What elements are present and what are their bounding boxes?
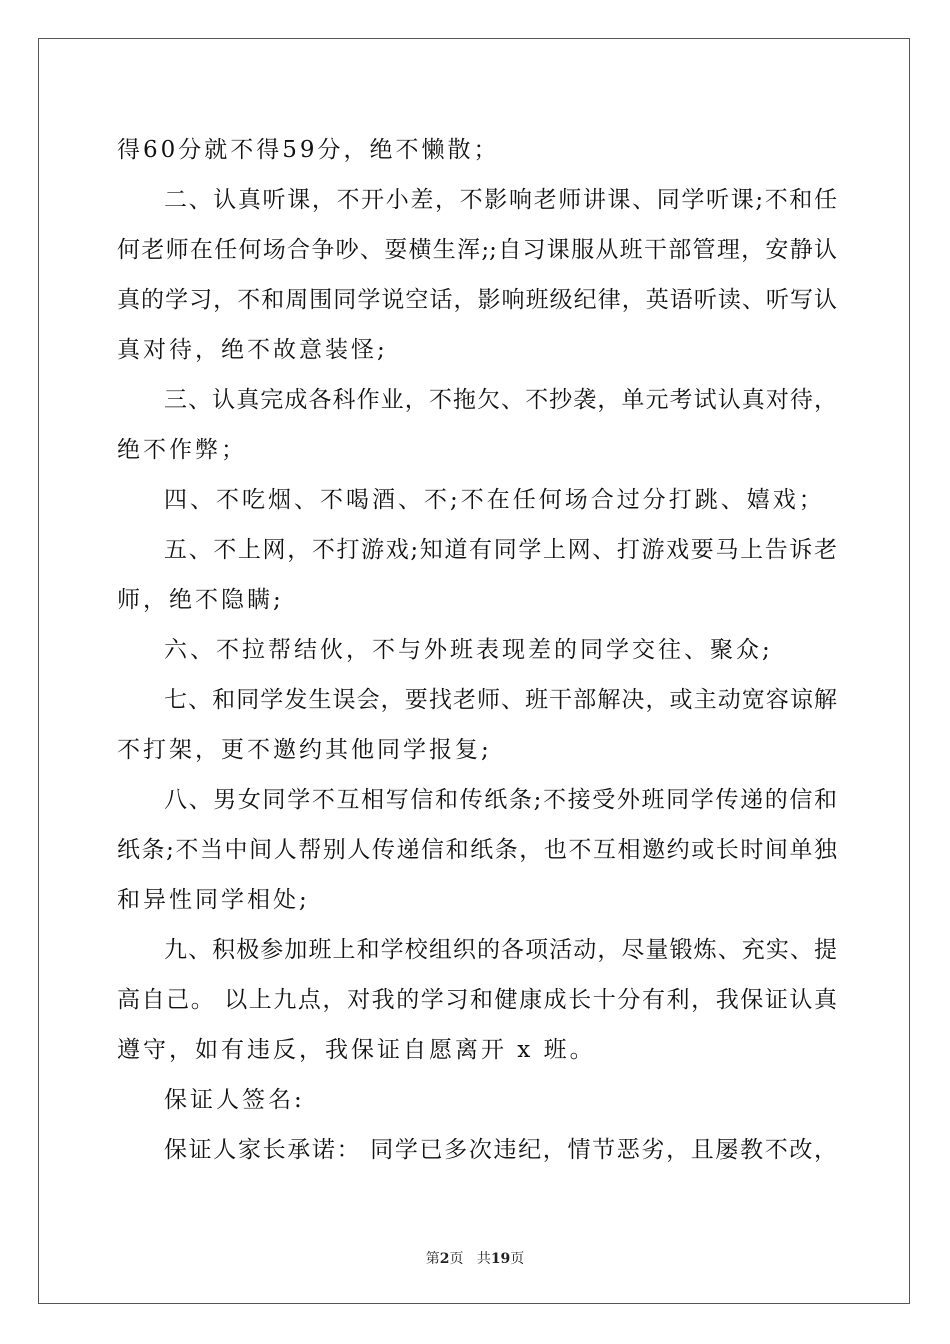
total-pages: 19 <box>490 1251 511 1267</box>
text-line: 真对待，绝不故意装怪; <box>117 337 388 363</box>
text-line: 不打架，更不邀约其他同学报复; <box>117 737 492 763</box>
page-footer <box>0 1248 950 1268</box>
text-line: 七、和同学发生误会，要找老师、班干部解决，或主动宽容谅解 <box>164 687 837 713</box>
text-line: 五、不上网，不打游戏;知道有同学上网、打游戏要马上告诉老 <box>164 537 837 563</box>
page-prefix: 第 <box>425 1251 440 1267</box>
text-line: 得60分就不得59分，绝不懒散； <box>117 137 500 163</box>
text-line: 师，绝不隐瞒; <box>117 587 284 613</box>
text-line: 四、不吃烟、不喝酒、不;不在任何场合过分打跳、嬉戏； <box>164 487 825 513</box>
text-line: 纸条;不当中间人帮别人传递信和纸条，也不互相邀约或长时间单独 <box>117 837 837 863</box>
text-line: 三、认真完成各科作业，不拖欠、不抄袭，单元考试认真对待， <box>164 387 837 413</box>
total-prefix: 共 <box>476 1251 491 1267</box>
text-line: 何老师在任何场合争吵、耍横生浑;;自习课服从班干部管理，安静认 <box>117 237 837 263</box>
page-suffix: 页 <box>449 1251 464 1267</box>
text-line: 和异性同学相处; <box>117 887 310 913</box>
text-line: 保证人家长承诺： 同学已多次违纪，情节恶劣，且屡教不改， <box>164 1137 837 1163</box>
text-line: 六、不拉帮结伙，不与外班表现差的同学交往、聚众; <box>164 637 773 663</box>
text-line: 遵守，如有违反，我保证自愿离开 x 班。 <box>117 1037 596 1063</box>
text-line: 九、积极参加班上和学校组织的各项活动，尽量锻炼、充实、提 <box>164 937 837 963</box>
document-body <box>117 125 837 1175</box>
text-line: 二、认真听课，不开小差，不影响老师讲课、同学听课;不和任 <box>164 187 837 213</box>
total-suffix: 页 <box>510 1251 525 1267</box>
page-number: 2 <box>439 1251 450 1267</box>
text-line: 保证人签名: <box>164 1087 305 1113</box>
text-line: 高自己。 以上九点，对我的学习和健康成长十分有利，我保证认真 <box>117 987 837 1013</box>
text-line: 真的学习，不和周围同学说空话，影响班级纪律，英语听读、听写认 <box>117 287 837 313</box>
text-line: 绝不作弊； <box>117 437 247 463</box>
text-line: 八、男女同学不互相写信和传纸条;不接受外班同学传递的信和 <box>164 787 837 813</box>
